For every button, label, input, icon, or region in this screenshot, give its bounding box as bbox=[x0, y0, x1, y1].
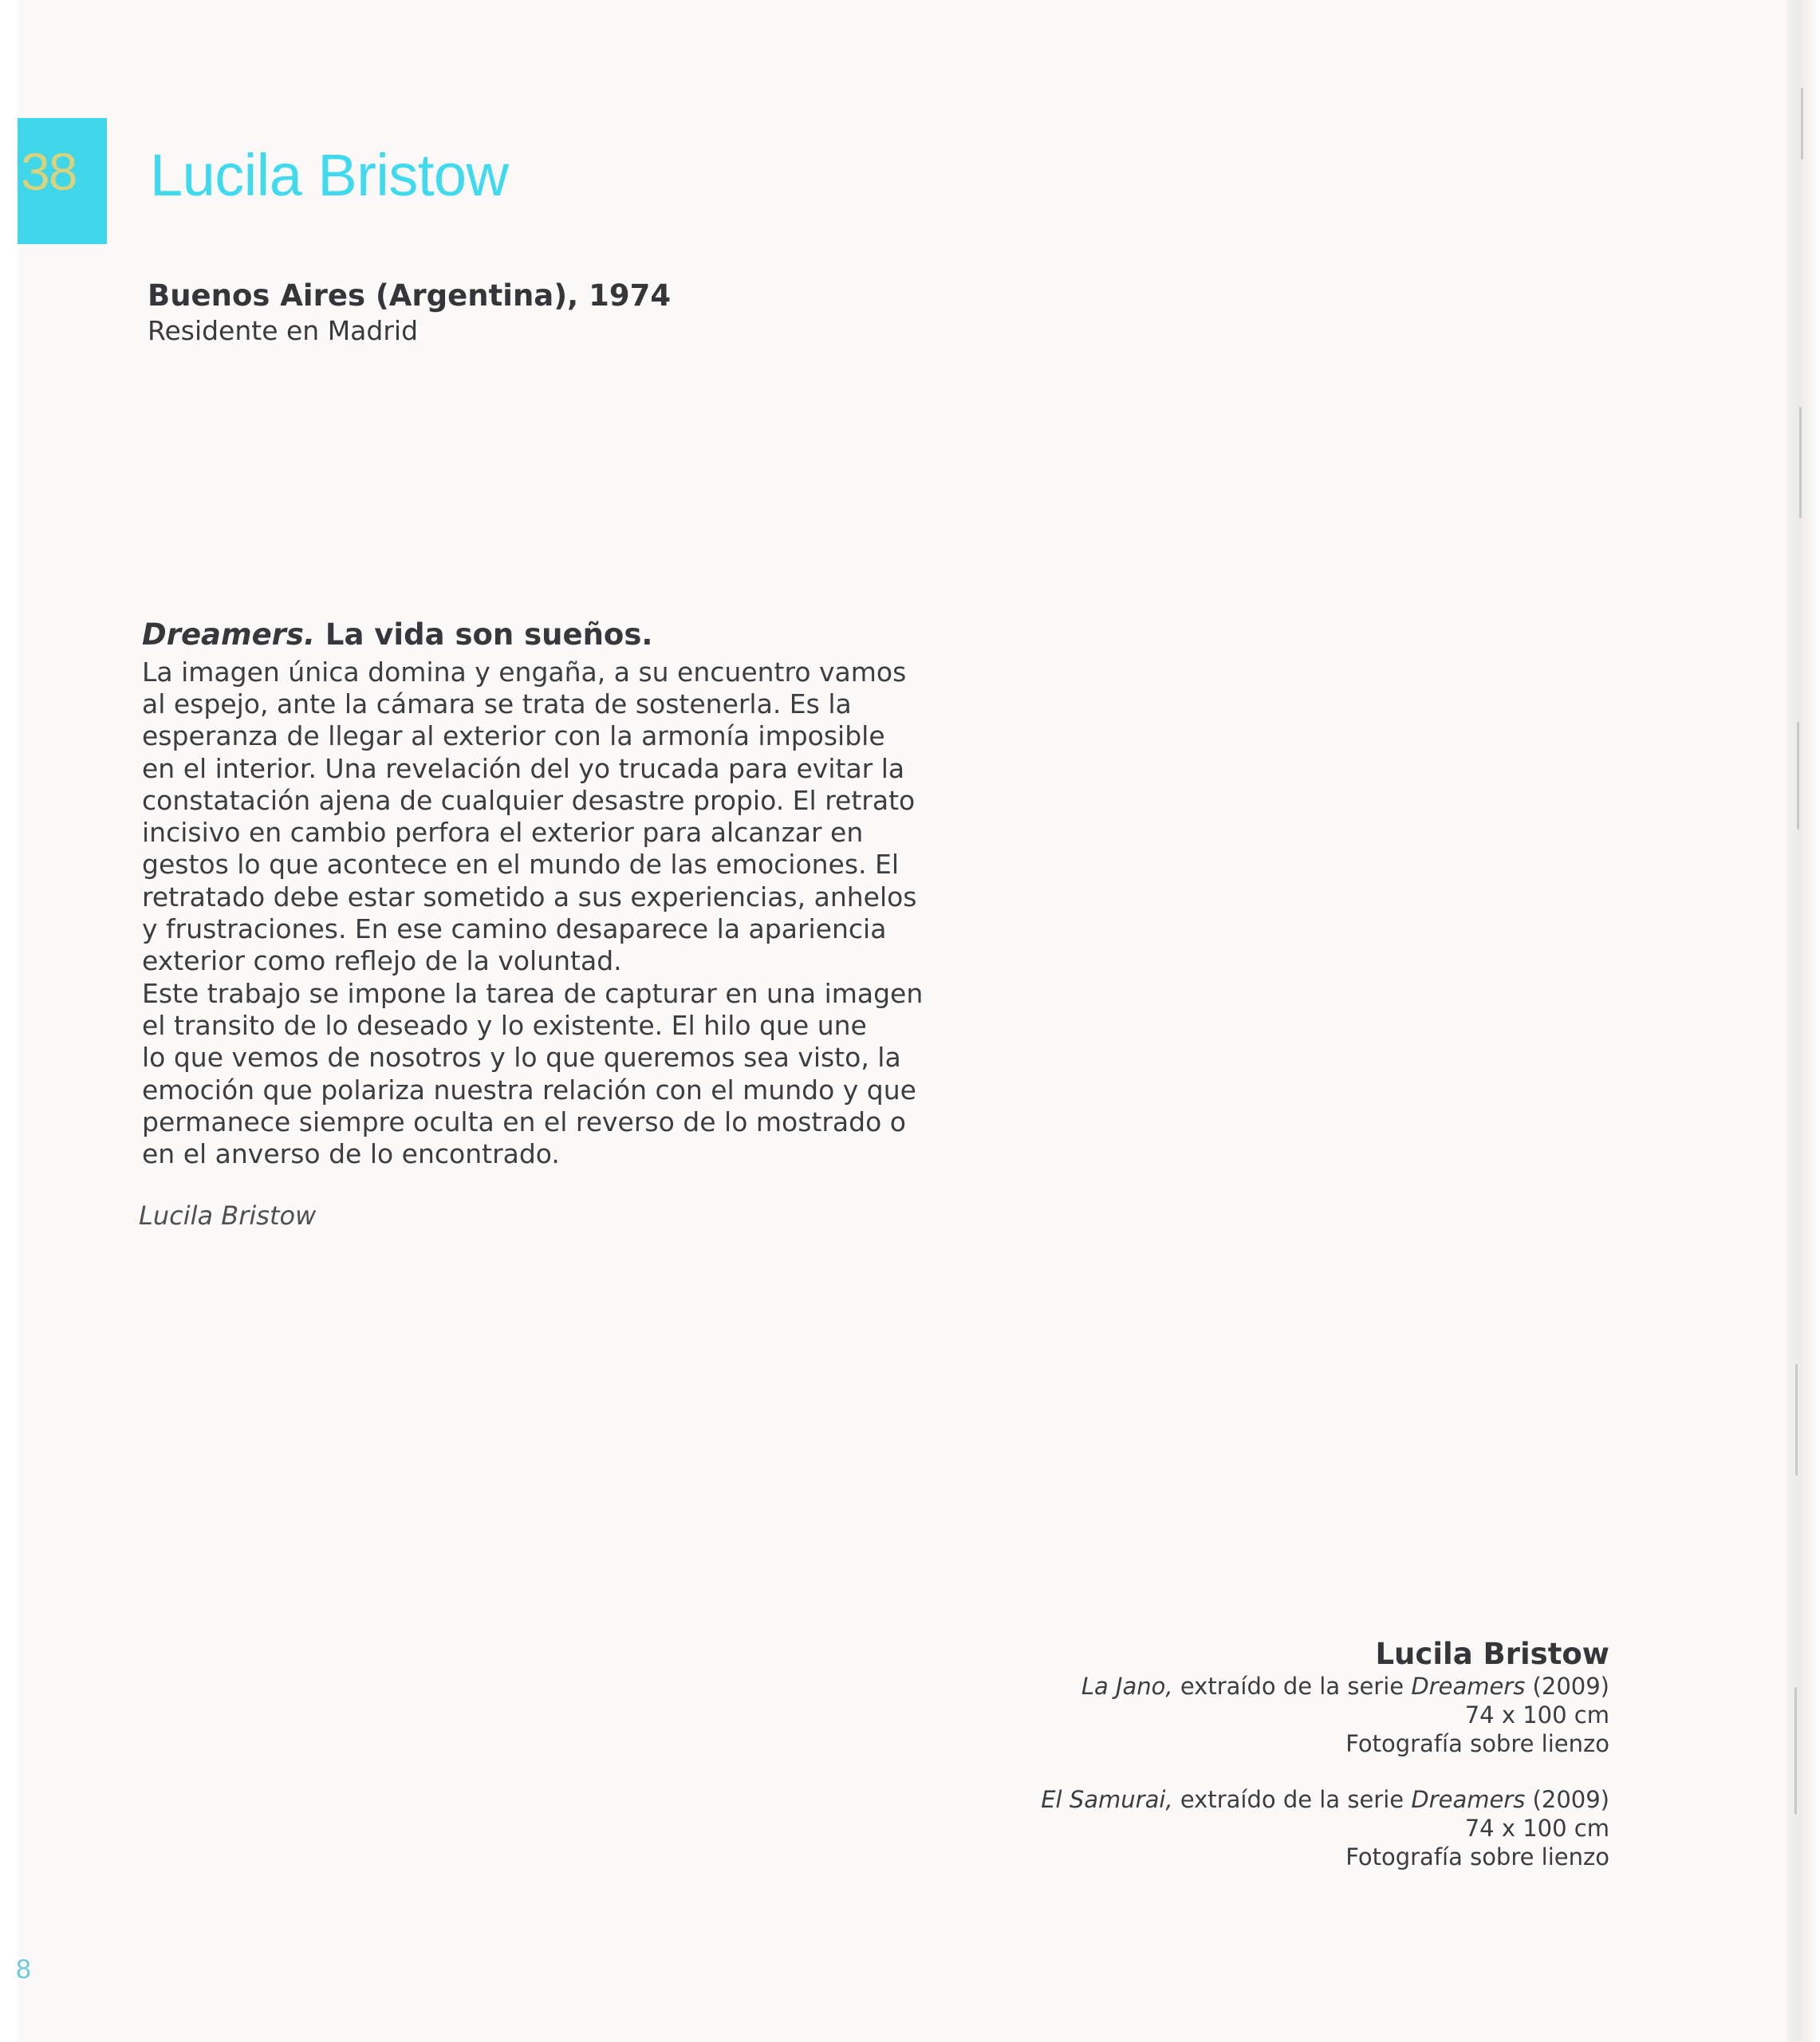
artwork-title-line bbox=[1041, 1672, 1609, 1701]
essay-line: La imagen única domina y engaña, a su encuentro vamos bbox=[142, 656, 907, 688]
artwork-medium: Fotografía sobre lienzo bbox=[1345, 1730, 1609, 1757]
artwork-title: La Jano, bbox=[1081, 1673, 1173, 1700]
essay-line: exterior como reflejo de la voluntad. bbox=[142, 945, 622, 977]
essay-title bbox=[142, 619, 860, 652]
artwork-series-prefix: extraído de la serie bbox=[1172, 1786, 1412, 1813]
artwork-dimensions: 74 x 100 cm bbox=[1464, 1815, 1609, 1842]
artist-origin: Buenos Aires (Argentina), 1974 bbox=[148, 278, 672, 313]
artwork-dimensions: 74 x 100 cm bbox=[1464, 1701, 1609, 1729]
artwork-title: El Samurai, bbox=[1041, 1786, 1173, 1813]
artwork-series: Dreamers bbox=[1411, 1673, 1526, 1700]
essay-body bbox=[142, 656, 924, 1171]
artwork-year: (2009) bbox=[1525, 1786, 1609, 1813]
artist-name-heading: Lucila Bristow bbox=[150, 142, 509, 208]
essay-line: permanece siempre oculta en el reverso de lo mostrado o bbox=[142, 1106, 906, 1137]
artwork-series: Dreamers bbox=[1411, 1786, 1526, 1813]
essay-line: el transito de lo deseado y lo existente. El hilo que une bbox=[142, 1009, 867, 1041]
artwork-year: (2009) bbox=[1525, 1673, 1609, 1700]
essay-signature: Lucila Bristow bbox=[139, 1200, 317, 1231]
artist-residence: Residente en Madrid bbox=[148, 315, 419, 346]
binding-stitch bbox=[1795, 1364, 1798, 1476]
binding-stitch bbox=[1797, 722, 1799, 830]
essay-line: retratado debe estar sometido a sus experiencias, anhelos bbox=[142, 881, 917, 913]
credits-artist-name: Lucila Bristow bbox=[1375, 1637, 1609, 1671]
artwork-title-line bbox=[1041, 1785, 1609, 1814]
essay-line: esperanza de llegar al exterior con la armonía imposible bbox=[142, 720, 885, 752]
artwork-credits bbox=[1041, 1637, 1609, 1871]
artwork-medium: Fotografía sobre lienzo bbox=[1345, 1843, 1609, 1871]
section-number: 38 bbox=[21, 142, 77, 201]
binding-stitch bbox=[1801, 88, 1803, 160]
essay-line: emoción que polariza nuestra relación con el mundo y que bbox=[142, 1074, 916, 1106]
binding-stitch bbox=[1799, 407, 1802, 518]
section-number-badge bbox=[18, 118, 107, 244]
essay-line: en el anverso de lo encontrado. bbox=[142, 1138, 560, 1170]
essay-line: al espejo, ante la cámara se trata de sostenerla. Es la bbox=[142, 688, 852, 719]
binding-stitch bbox=[1794, 1687, 1797, 1815]
essay-line: constatación ajena de cualquier desastre propio. El retrato bbox=[142, 784, 916, 816]
essay-line: Este trabajo se impone la tarea de capturar en una imagen bbox=[142, 977, 924, 1009]
essay-line: gestos lo que acontece en el mundo de las emociones. El bbox=[142, 849, 900, 881]
essay-title-italic: Dreamers. bbox=[142, 617, 315, 652]
page-left-edge bbox=[0, 0, 18, 2042]
essay-block bbox=[142, 617, 924, 1170]
essay-line: incisivo en cambio perfora el exterior para alcanzar en bbox=[142, 817, 864, 849]
page-number: 8 bbox=[16, 1954, 31, 1985]
essay-title-rest: La vida son sueños. bbox=[315, 617, 653, 652]
artwork-series-prefix: extraído de la serie bbox=[1172, 1673, 1412, 1700]
essay-line: y frustraciones. En ese camino desaparece la apariencia bbox=[142, 913, 887, 945]
essay-line: lo que vemos de nosotros y lo que queremos sea visto, la bbox=[142, 1042, 901, 1074]
binding-gutter bbox=[1787, 0, 1820, 2042]
essay-line: en el interior. Una revelación del yo trucada para evitar la bbox=[142, 752, 905, 784]
credit-spacer bbox=[1041, 1758, 1609, 1785]
